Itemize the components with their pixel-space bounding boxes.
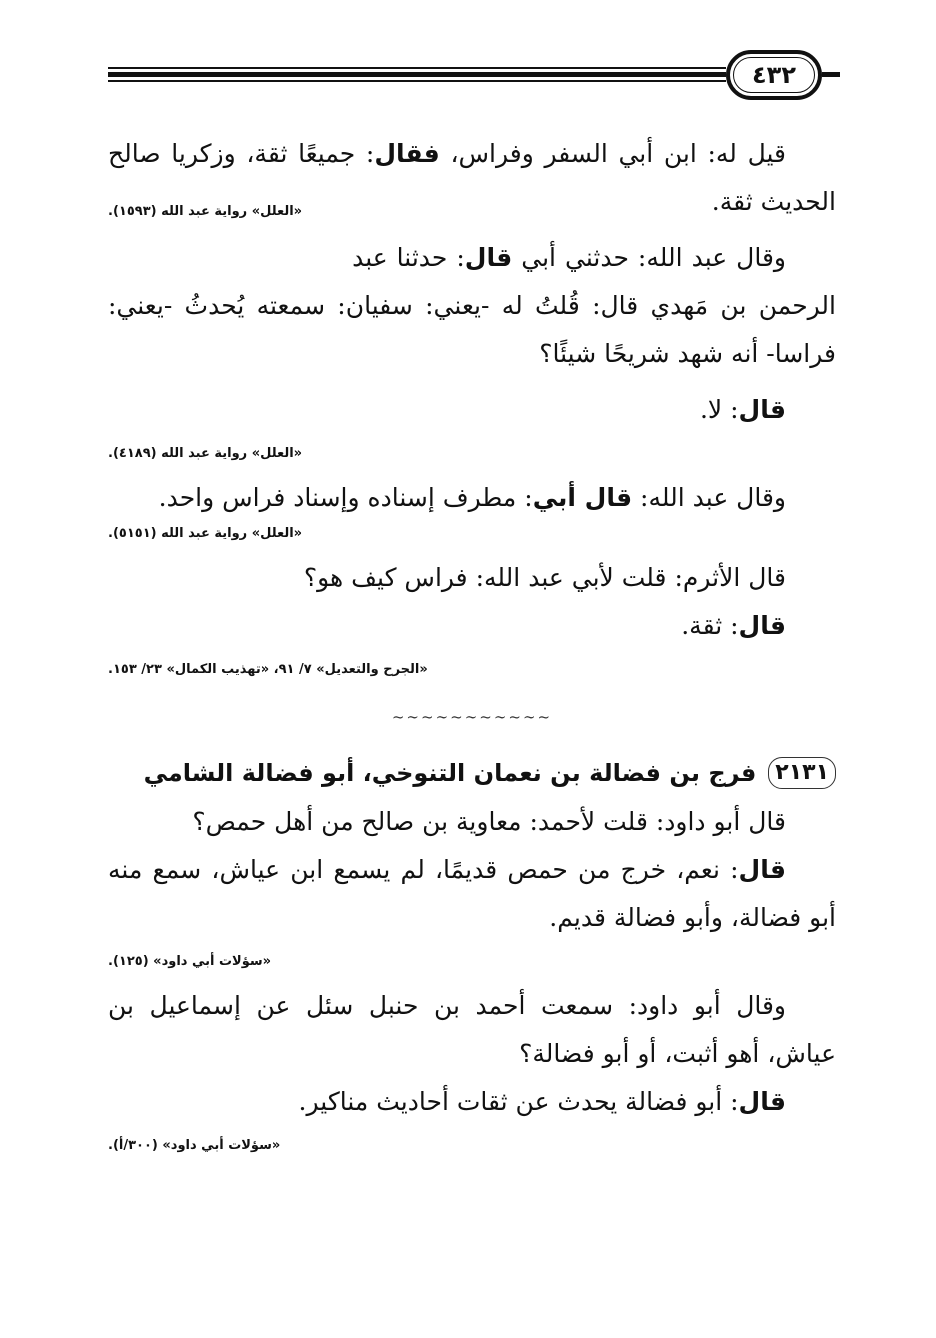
paragraph: وقال أبو داود: سمعت أحمد بن حنبل سئل عن إسماعيل بن عياش، أهو أثبت، أو أبو فضالة؟ (108, 991, 836, 1068)
paragraph: قال: ثقة. (681, 611, 786, 640)
paragraph: وقال عبد الله: قال أبي: مطرف إسناده وإسناد فراس واحد. (158, 483, 786, 512)
header-rule (108, 67, 726, 69)
paragraph: قال أبو داود: قلت لأحمد: معاوية بن صالح من أهل حمص؟ (192, 807, 786, 836)
header-rule (108, 80, 726, 82)
page-number: ٤٣٢ (752, 61, 796, 89)
source-reference: «العلل» رواية عبد الله (٥١٥١). (108, 526, 303, 541)
paragraph: قال الأثرم: قلت لأبي عبد الله: فراس كيف هو؟ (303, 563, 786, 592)
paragraph: قال: لا. (699, 395, 786, 424)
paragraph: وقال عبد الله: حدثني أبي قال: حدثنا عبد الرحمن بن مَهدي قال: قُلتُ له -يعني: سفيان: سمعته يُحدثُ -يعني: فراسا- أنه شهد شريحًا شيئًا؟ (108, 243, 836, 368)
entry-heading (108, 748, 836, 798)
section-divider: ~∽~∽~∽~∽~∽~ (391, 708, 553, 726)
paragraph: قيل له: ابن أبي السفر وفراس، فقال: جميعًا ثقة، وزكريا صالح الحديث ثقة. «العلل» رواية عبد الله (١٥٩٣). (108, 130, 836, 226)
source-reference: «العلل» رواية عبد الله (٤١٨٩). (108, 446, 303, 461)
source-reference: «سؤلات أبي داود» (١٢٥). (108, 954, 272, 969)
paragraph: قال: نعم، خرج من حمص قديمًا، لم يسمع ابن عياش، سمع منه أبو فضالة، وأبو فضالة قديم. (108, 855, 836, 932)
page-header (108, 50, 838, 100)
header-rule-tail (822, 72, 840, 77)
source-reference: «سؤلات أبي داود» (٣٠٠/أ). (108, 1138, 281, 1153)
header-rule-thick (108, 72, 726, 77)
entry-title: فرج بن فضالة بن نعمان التنوخي، أبو فضالة الشامي (143, 759, 757, 787)
entry-number: ٢١٣١ (768, 757, 836, 789)
page-body (108, 130, 836, 1158)
paragraph: قال: أبو فضالة يحدث عن ثقات أحاديث مناكير. (298, 1087, 786, 1116)
page-number-badge (726, 50, 822, 100)
source-reference: «الجرح والتعديل» ٧/ ٩١، «تهذيب الكمال» ٢٣/ ١٥٣. (108, 662, 428, 677)
source-reference: «العلل» رواية عبد الله (١٥٩٣). (108, 204, 303, 219)
